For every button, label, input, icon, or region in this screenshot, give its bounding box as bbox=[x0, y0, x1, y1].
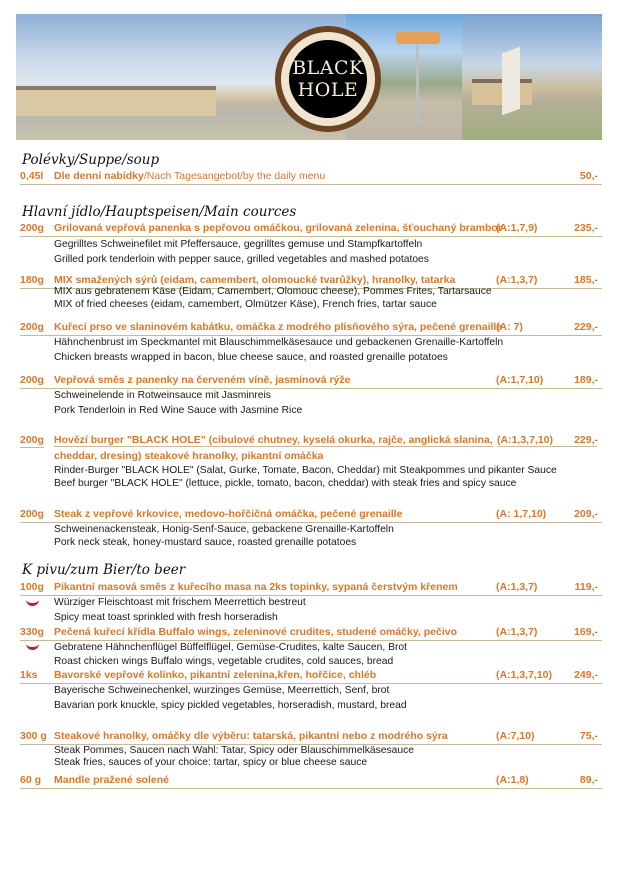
item-desc-de: Steak Pommes, Saucen nach Wahl: Tatar, Spicy oder Blauschimmelkäsesauce bbox=[54, 745, 414, 756]
item-allergens: (A:1,3,7,10) bbox=[497, 434, 597, 447]
item-name: Vepřová směs z panenky na červeném víně, jasmínová rýže bbox=[54, 374, 351, 386]
item-price: 249,- bbox=[574, 669, 598, 681]
item-weight: 200g bbox=[20, 321, 44, 333]
menu-item-row bbox=[20, 374, 602, 389]
chili-pepper-icon bbox=[26, 597, 39, 606]
basket-pole-shape bbox=[416, 44, 419, 124]
item-weight: 200g bbox=[20, 434, 44, 446]
menu-item-row bbox=[20, 222, 602, 237]
item-desc-de: Rinder-Burger "BLACK HOLE" (Salat, Gurke, Tomate, Bacon, Cheddar) mit Steakpommes und pikanter Sauce bbox=[54, 465, 557, 476]
chili-pepper-icon bbox=[26, 641, 39, 650]
item-name-continued: cheddar, dresing) steakové hranolky, pikantní omáčka bbox=[54, 450, 324, 462]
item-desc-de: Schweinenackensteak, Honig-Senf-Sauce, gebackene Grenaille-Kartoffeln bbox=[54, 524, 394, 535]
menu-item-row bbox=[20, 170, 602, 185]
item-name: Kuřecí prso ve slaninovém kabátku, omáčka z modrého plísňového sýra, pečené grenaille bbox=[54, 321, 503, 333]
item-desc-en: Grilled pork tenderloin with pepper sauce, grilled vegetables and mashed potatoes bbox=[54, 254, 429, 265]
item-allergens: (A:1,8) bbox=[496, 774, 529, 786]
item-name: Mandle pražené solené bbox=[54, 774, 169, 786]
item-price: 229,- bbox=[574, 321, 598, 333]
item-desc-en: Pork neck steak, honey-mustard sauce, roasted grenaille potatoes bbox=[54, 537, 357, 548]
item-allergens: (A:1,7,10) bbox=[496, 374, 544, 386]
menu-item-row bbox=[20, 626, 602, 641]
item-allergens: (A:1,3,7) bbox=[496, 581, 538, 593]
basket-shape bbox=[396, 32, 440, 44]
item-allergens: (A:1,3,7) bbox=[496, 626, 538, 638]
item-price: 119,- bbox=[574, 581, 598, 593]
logo-text-line2: HOLE bbox=[297, 79, 359, 101]
item-price: 89,- bbox=[579, 774, 598, 786]
menu-item-row bbox=[20, 774, 602, 789]
logo-text-line1: BLACK bbox=[292, 57, 364, 79]
item-allergens: (A:1,7,9) bbox=[496, 222, 538, 234]
item-weight: 60 g bbox=[20, 774, 42, 786]
item-price: 169,- bbox=[574, 626, 598, 638]
item-desc-de: Schweinelende in Rotweinsauce mit Jasminreis bbox=[54, 390, 271, 401]
item-weight: 200g bbox=[20, 222, 44, 234]
item-allergens: (A: 1,7,10) bbox=[496, 508, 547, 520]
item-allergens: (A:1,3,7) bbox=[496, 274, 538, 286]
menu-item-row bbox=[20, 730, 602, 745]
item-desc-de: MIX aus gebratenem Käse (Eidam, Camembert, Olomouc cheese), Pommes Frites, Tartarsauce bbox=[54, 286, 492, 297]
item-price: 189,- bbox=[574, 374, 598, 386]
item-price: 229,- bbox=[574, 434, 598, 446]
item-desc-en: Spicy meat toast sprinkled with fresh horseradish bbox=[54, 612, 278, 623]
item-name: MIX smažených sýrů (eidam, camembert, olomoucké tvarůžky), hranolky, tatarka bbox=[54, 274, 456, 286]
item-desc-de: Gebratene Hähnchenflügel Büffelflügel, Gemüse-Crudites, kalte Saucen, Brot bbox=[54, 642, 407, 653]
item-name: Hovězí burger "BLACK HOLE" (cibulové chutney, kyselá okurka, rajče, anglická slanina, bbox=[54, 434, 493, 446]
penzion-flag-photo bbox=[462, 14, 602, 140]
item-weight: 330g bbox=[20, 626, 44, 638]
item-allergens: (A:1,3,7,10) bbox=[496, 669, 553, 681]
item-price: 50,- bbox=[579, 170, 598, 182]
section-title-beer: K pivu/zum Bier/to beer bbox=[22, 562, 186, 578]
item-desc-de: Gegrilltes Schweinefilet mit Pfeffersauce, gegrilltes gemuse und Stampfkartoffeln bbox=[54, 239, 423, 250]
item-name-rest: /Nach Tagesangebot/by the daily menu bbox=[143, 170, 326, 182]
item-name bbox=[54, 170, 325, 182]
item-desc-en: Bavarian pork knuckle, spicy pickled vegetables, horseradish, mustard, bread bbox=[54, 700, 407, 711]
header-banner bbox=[16, 14, 602, 140]
item-desc-de: Hähnchenbrust im Speckmantel mit Blauschimmelkäsesauce und gebackenen Grenaille-Kartoffeln bbox=[54, 337, 504, 348]
item-desc-en: Beef burger "BLACK HOLE" (lettuce, pickle, tomato, bacon, cheddar) with steak fries and spicy sauce bbox=[54, 478, 517, 489]
item-name: Bavorské vepřové kolínko, pikantní zelenina,křen, hořčice, chléb bbox=[54, 669, 377, 681]
item-weight: 200g bbox=[20, 508, 44, 520]
item-name: Pikantní masová směs z kuřecího masa na 2ks topinky, sypaná čerstvým křenem bbox=[54, 581, 458, 593]
item-name: Grilovaná vepřová panenka s pepřovou omáčkou, grilovaná zelenina, šťouchaný brambor bbox=[54, 222, 502, 234]
item-desc-en: Steak fries, sauces of your choice: tartar, spicy or blue cheese sauce bbox=[54, 757, 368, 768]
item-weight: 180g bbox=[20, 274, 44, 286]
item-name: Pečená kuřecí křídla Buffalo wings, zeleninové crudites, studené omáčky, pečivo bbox=[54, 626, 458, 638]
item-name: Steakové hranolky, omáčky dle výběru: tatarská, pikantní nebo z modrého sýra bbox=[54, 730, 448, 742]
building-shape bbox=[16, 86, 216, 116]
section-title-soup: Polévky/Suppe/soup bbox=[22, 152, 160, 168]
item-weight: 0,45l bbox=[20, 170, 44, 182]
menu-item-row bbox=[20, 434, 602, 448]
item-desc-en: Roast chicken wings Buffalo wings, vegetable crudites, cold sauces, bread bbox=[54, 656, 394, 667]
black-hole-logo bbox=[275, 26, 381, 132]
menu-item-row bbox=[20, 581, 602, 596]
item-desc-en: Pork Tenderloin in Red Wine Sauce with Jasmine Rice bbox=[54, 405, 303, 416]
item-desc-de: Bayerische Schweinechenkel, wurzinges Gemüse, Meerrettich, Senf, brot bbox=[54, 685, 390, 696]
menu-item-row bbox=[20, 669, 602, 684]
item-desc-en: Chicken breasts wrapped in bacon, blue cheese sauce, and roasted grenaille potatoes bbox=[54, 352, 448, 363]
flag-shape bbox=[502, 47, 520, 116]
item-desc-de: Würziger Fleischtoast mit frischem Meerrettich bestreut bbox=[54, 597, 306, 608]
item-allergens: (A:7,10) bbox=[496, 730, 535, 742]
item-price: 209,- bbox=[574, 508, 598, 520]
item-weight: 100g bbox=[20, 581, 44, 593]
item-name-bold: Dle denní nabídky bbox=[54, 170, 144, 182]
item-price: 185,- bbox=[574, 274, 598, 286]
item-weight: 300 g bbox=[20, 730, 47, 742]
item-price: 235,- bbox=[574, 222, 598, 234]
menu-item-row bbox=[20, 321, 602, 336]
item-allergens: (A: 7) bbox=[496, 321, 523, 333]
item-name: Steak z vepřové krkovice, medovo-hořčičná omáčka, pečené grenaille bbox=[54, 508, 403, 520]
item-weight: 200g bbox=[20, 374, 44, 386]
item-price: 75,- bbox=[579, 730, 598, 742]
menu-item-row bbox=[20, 508, 602, 523]
item-desc-en: MIX of fried cheeses (eidam, camembert, Olmützer Käse), French fries, tartar sauce bbox=[54, 299, 437, 310]
section-title-main: Hlavní jídlo/Hauptspeisen/Main cources bbox=[22, 204, 297, 220]
item-weight: 1ks bbox=[20, 669, 38, 681]
